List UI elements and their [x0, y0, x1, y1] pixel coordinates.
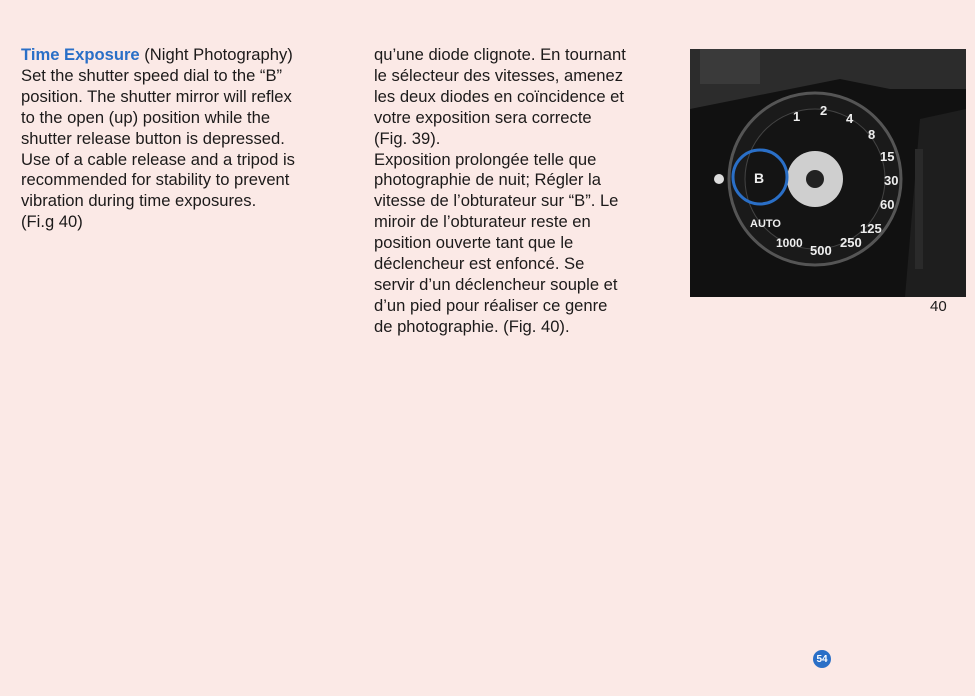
dial-label-2: 2 — [820, 103, 828, 118]
dial-label-125: 125 — [860, 221, 882, 236]
french-line: position ouverte tant que le — [374, 233, 574, 253]
dial-label-30: 30 — [884, 173, 899, 188]
index-mark — [714, 174, 724, 184]
english-column — [21, 45, 351, 233]
french-line: Exposition prolongée telle que — [374, 149, 597, 169]
dial-label-4: 4 — [846, 111, 854, 126]
figure-40-photo — [690, 49, 966, 297]
dial-label-500: 500 — [810, 243, 832, 258]
section-heading: Time Exposure — [21, 45, 140, 64]
dial-label-15: 15 — [880, 149, 895, 164]
french-line: vitesse de l’obturateur sur “B”. Le — [374, 191, 619, 211]
french-line: miroir de l’obturateur reste en — [374, 212, 591, 232]
english-line: Use of a cable release and a tripod is — [21, 149, 295, 169]
camera-strap-lug — [915, 149, 923, 269]
english-line: (Fi.g 40) — [21, 212, 83, 232]
french-line: (Fig. 39). — [374, 128, 441, 148]
french-line: photographie de nuit; Régler la — [374, 170, 601, 190]
french-line: qu’une diode clignote. En tournant — [374, 45, 626, 64]
dial-label-8: 8 — [868, 127, 876, 142]
french-line: votre exposition sera correcte — [374, 107, 592, 127]
french-line: de photographie. (Fig. 40). — [374, 316, 570, 336]
cable-socket-icon — [806, 170, 824, 188]
french-line: d’un pied pour réaliser ce genre — [374, 295, 608, 315]
shutter-dial-illustration — [690, 49, 966, 297]
english-line: Set the shutter speed dial to the “B” — [21, 65, 283, 85]
dial-label-1000: 1000 — [776, 236, 803, 250]
english-line: vibration during time exposures. — [21, 191, 257, 211]
french-line: le sélecteur des vitesses, amenez — [374, 65, 624, 85]
french-line: les deux diodes en coïncidence et — [374, 86, 625, 106]
english-line: recommended for stability to prevent — [21, 170, 290, 190]
heading-suffix: (Night Photography) — [139, 45, 293, 64]
french-line: déclencheur est enfoncé. Se — [374, 254, 585, 274]
french-column — [374, 45, 674, 338]
figure-number: 40 — [930, 298, 947, 315]
dial-label-250: 250 — [840, 235, 862, 250]
camera-housing — [700, 49, 760, 84]
dial-label-1: 1 — [793, 109, 801, 124]
page-number-badge: 54 — [813, 650, 831, 668]
english-line: to the open (up) position while the — [21, 107, 271, 127]
dial-label-60: 60 — [880, 197, 895, 212]
english-line: position. The shutter mirror will reflex — [21, 86, 292, 106]
french-line: servir d’un déclencheur souple et — [374, 274, 618, 294]
english-line: shutter release button is depressed. — [21, 128, 285, 148]
dial-label-auto: AUTO — [750, 218, 781, 230]
english-heading-line — [21, 45, 351, 66]
dial-label-b: B — [754, 170, 765, 186]
